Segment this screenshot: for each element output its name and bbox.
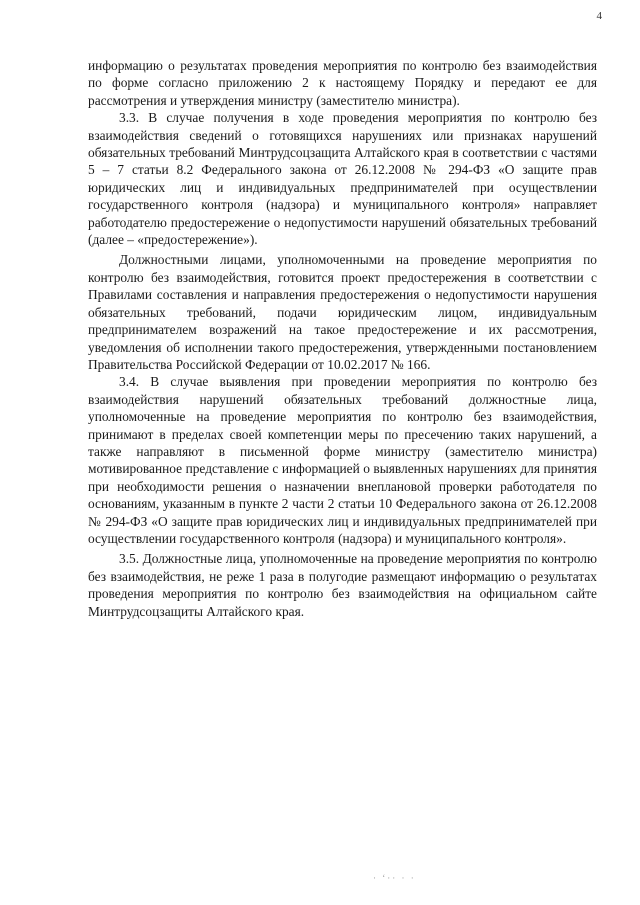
scan-noise-marks: · ‘·· · · [373, 873, 416, 883]
document-body [88, 57, 597, 620]
paragraph-continuation: информацию о результатах проведения мероприятия по контролю без взаимодействия по форме согласно приложению 2 к настоящему Порядку и передают ее для рассмотрения и утверждения министру (заместителю министра). [88, 58, 597, 108]
page-number: 4 [596, 10, 602, 22]
paragraph-3-4: 3.4. В случае выявления при проведении мероприятия по контролю без взаимодействия нарушений обязательных требований должностные лица, уполномоченные на проведение мероприятия по контролю без взаимодействия, принимают в пределах своей компетенции меры по пресечению таких нарушений, а также направляют в письменной форме министру (заместителю министра) мотивированное представление с информацией о выявленных нарушениях для принятия при необходимости решения о назначении внеплановой проверки работодателя по основаниям, указанным в пункте 2 части 2 статьи 10 Федерального закона от 26.12.2008 № 294-ФЗ «О защите прав юридических лиц и индивидуальных предпринимателей при осуществлении государственного контроля (надзора) и муниципального контроля». [88, 374, 597, 546]
paragraph-officials-warning-draft: Должностными лицами, уполномоченными на проведение мероприятия по контролю без взаимодействия, готовится проект предостережения в соответствии с Правилами составления и направления предостережения о недопустимости нарушения обязательных требований, подачи юридическим лицом, индивидуальным предпринимателем возражений на такое предостережение и их рассмотрения, уведомления об исполнении такого предостережения, утвержденными постановлением Правительства Российской Федерации от 10.02.2017 № 166. [88, 252, 597, 372]
paragraph-3-3: 3.3. В случае получения в ходе проведения мероприятия по контролю без взаимодействия сведений о готовящихся нарушениях или признаках нарушений обязательных требований Минтрудсоцзащита Алтайского края в соответствии с частями 5 – 7 статьи 8.2 Федерального закона от 26.12.2008 № 294-ФЗ «О защите прав юридических лиц и индивидуальных предпринимателей при осуществлении государственного контроля (надзора) и муниципального контроля» направляет работодателю предостережение о недопустимости нарушений обязательных требований (далее – «предостережение»). [88, 110, 597, 248]
paragraph-3-5: 3.5. Должностные лица, уполномоченные на проведение мероприятия по контролю без взаимодействия, не реже 1 раза в полугодие размещают информацию о результатах проведения мероприятия по контролю без взаимодействия на официальном сайте Минтрудсоцзащиты Алтайского края. [88, 551, 597, 619]
